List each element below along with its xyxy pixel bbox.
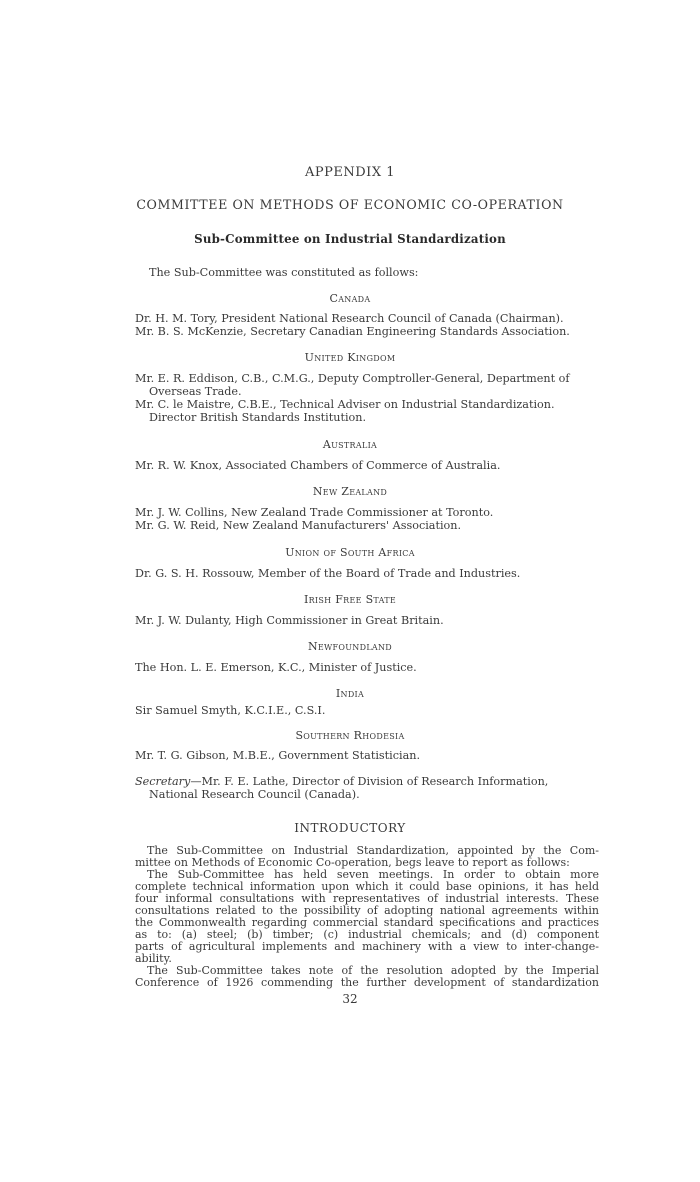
paragraph-line: the Commonwealth regarding commercial standard specifications and practices [135,916,599,929]
paragraph-line: parts of agricultural implements and machinery with a view to inter-change- [135,940,599,953]
secretary-text: —Mr. F. E. Lathe, Director of Division of Research Information, [190,775,549,788]
paragraph-line: The Sub-Committee on Industrial Standardization, appointed by the Com- [147,844,599,857]
country-heading-irish-free-state: Irish Free State [303,593,397,606]
introductory-heading: INTRODUCTORY [294,821,406,835]
paragraph-line: The Sub-Committee has held seven meetings. In order to obtain more [147,868,599,881]
member-line: Mr. E. R. Eddison, C.B., C.M.G., Deputy Comptroller-General, Department of [135,372,570,385]
paragraph-line: Conference of 1926 commending the further development of standardization [135,976,599,989]
member-line: Mr. J. W. Collins, New Zealand Trade Commissioner at Toronto. [135,506,494,519]
member-line: Mr. C. le Maistre, C.B.E., Technical Adviser on Industrial Standardization. [135,398,555,411]
page-number: 32 [342,992,358,1006]
member-line: Mr. G. W. Reid, New Zealand Manufacturers' Association. [135,519,462,532]
member-line: Mr. B. S. McKenzie, Secretary Canadian Engineering Standards Association. [135,325,570,338]
member-line: Sir Samuel Smyth, K.C.I.E., C.S.I. [135,704,326,717]
intro-sentence: The Sub-Committee was constituted as follows: [149,266,419,279]
country-heading-india: India [335,687,365,700]
secretary-line [135,775,548,788]
paragraph-line: as to: (a) steel; (b) timber; (c) industrial chemicals; and (d) component [135,928,599,941]
paragraph-line: consultations related to the possibility of adopting national agreements within [135,904,599,917]
member-line: Director British Standards Institution. [149,411,367,424]
paragraph-line: complete technical information upon which it could base opinions, it has held [135,880,599,893]
member-line: Overseas Trade. [149,385,242,398]
member-line: Mr. J. W. Dulanty, High Commissioner in Great Britain. [135,614,444,627]
secretary-line-2: National Research Council (Canada). [149,788,360,801]
appendix-title: APPENDIX 1 [305,165,395,180]
paragraph-line: mittee on Methods of Economic Co-operation, begs leave to report as follows: [135,856,570,869]
country-heading-australia: Australia [322,438,378,451]
paragraph-line: four informal consultations with representatives of industrial interests. These [135,892,599,905]
member-line: Dr. G. S. H. Rossouw, Member of the Board of Trade and Industries. [135,567,521,580]
secretary-label: Secretary [135,775,191,788]
member-line: Mr. R. W. Knox, Associated Chambers of Commerce of Australia. [135,459,501,472]
country-heading-southern-rhodesia: Southern Rhodesia [295,729,405,742]
paragraph-line: ability. [135,952,172,965]
member-line: The Hon. L. E. Emerson, K.C., Minister of Justice. [135,661,417,674]
country-heading-uk: United Kingdom [304,351,396,364]
member-line: Mr. T. G. Gibson, M.B.E., Government Statistician. [135,749,421,762]
member-line: Dr. H. M. Tory, President National Research Council of Canada (Chairman). [135,312,564,325]
country-heading-canada: Canada [329,292,371,305]
subcommittee-title: Sub-Committee on Industrial Standardization [194,232,506,246]
country-heading-newfoundland: Newfoundland [307,640,393,653]
country-heading-south-africa: Union of South Africa [285,546,415,559]
country-heading-new-zealand: New Zealand [312,485,388,498]
paragraph-line: The Sub-Committee takes note of the resolution adopted by the Imperial [147,964,599,977]
committee-title: COMMITTEE ON METHODS OF ECONOMIC CO-OPERATION [136,197,564,212]
